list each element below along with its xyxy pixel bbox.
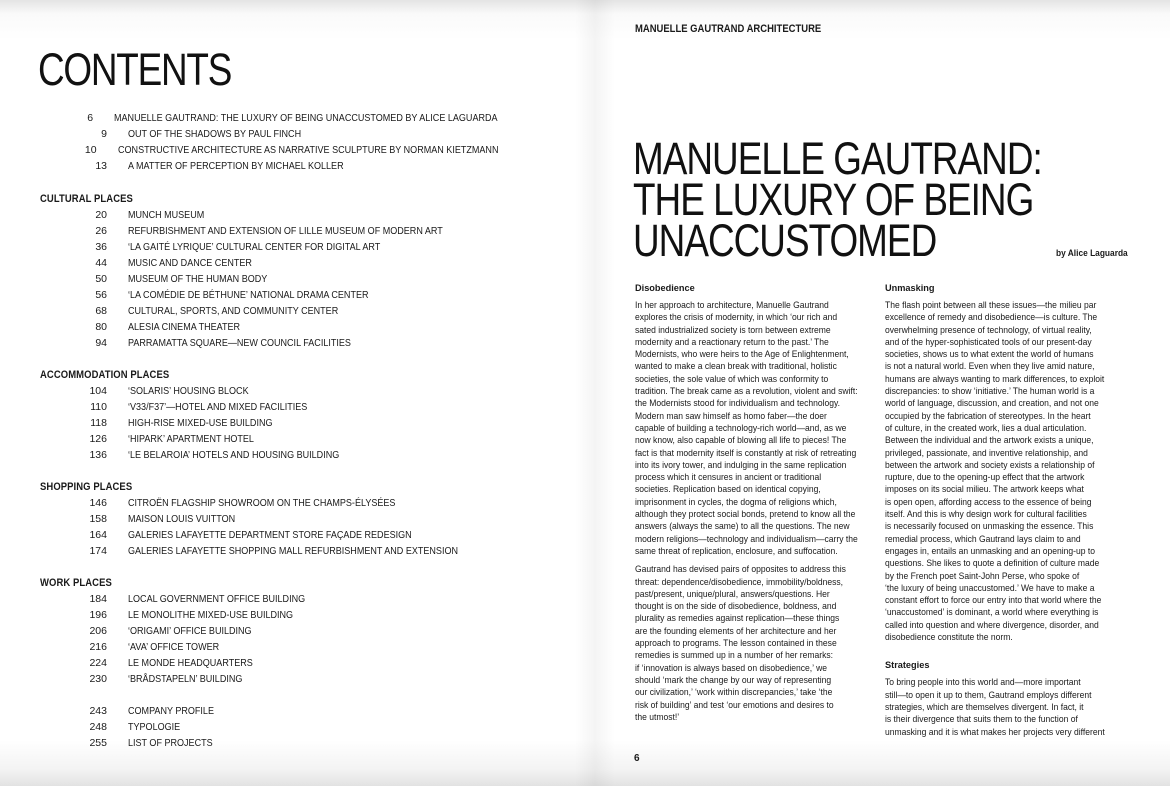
toc-entry-title [107,447,374,463]
body-text-line: remedies is summed up in a number of her remarks: [635,650,834,661]
toc-entry[interactable] [40,319,560,335]
body-text-line: Modern man saw himself as homo faber—the doer [635,410,827,421]
toc-entry-title [107,511,253,527]
toc-entry-title [107,399,337,415]
toc-section [40,479,560,559]
toc-entry-title [107,207,217,223]
toc-entry-title [107,415,296,431]
toc-page-number-text: 56 [95,289,107,301]
toc-back-matter-group [40,703,560,751]
toc-entry-title [107,527,458,543]
toc-entry[interactable] [40,511,560,527]
body-text-line: strategies, which are themselves divergent. In fact, it [885,701,1084,712]
text-column-right [885,282,1115,744]
toc-page-number-text: 36 [95,241,107,253]
toc-entry-title-text: TYPOLOGIE [128,721,181,733]
body-text-line: In her approach to architecture, Manuelle Gautrand [635,300,829,310]
toc-page-number-text: 184 [89,593,107,605]
toc-page-number-text: 9 [101,128,107,140]
body-text-line: explores the crisis of modernity, in which ‘our rich and [635,312,838,323]
toc-page-number [40,655,107,671]
running-head: MANUELLE GAUTRAND ARCHITECTURE [635,23,822,35]
body-text-line: questions. She likes to quote a definition of culture made [885,558,1100,569]
body-text-line: process which it censures in ancient or traditional [635,472,822,483]
body-text-line: thought is on the side of disobedience, boldness, and [635,601,837,612]
toc-page-number [40,415,107,431]
toc-entry-title [107,735,226,751]
toc-entry-title [107,335,387,351]
toc-page-number [40,639,107,655]
toc-entry[interactable] [40,110,560,126]
toc-page-number [40,719,107,735]
body-text-line: constant effort to force our entry into that world where the [885,595,1102,606]
toc-entry-title-text: COMPANY PROFILE [128,705,214,717]
toc-page-number-text: 146 [89,497,107,509]
body-text-line: of culture, in the created work, lies a dual articulation. [885,422,1087,433]
toc-entry[interactable] [40,399,560,415]
toc-entry-title [107,591,334,607]
body-text-line: same threat of replication, enclosure, and suffocation. [635,545,838,556]
toc-page-number-text: 206 [89,625,107,637]
section-heading: Disobedience [635,283,695,293]
toc-entry-title-text: LE MONDE HEADQUARTERS [128,657,253,669]
toc-entry[interactable] [40,543,560,559]
toc-page-number-text: 26 [95,225,107,237]
body-text-line: world of language, discussion, and creation, and not one [885,398,1099,409]
toc-entry-title [107,158,379,174]
toc-page-number-text: 13 [95,160,107,172]
body-text-line: into its ivory tower, and indulging in the same replication [635,459,847,470]
toc-page-number [40,239,107,255]
toc-entry-title [107,383,268,399]
toc-entry[interactable] [40,591,560,607]
toc-entry[interactable] [40,447,560,463]
body-text-line: Modernists, who were heirs to the Age of Enlightenment, [635,349,849,360]
toc-page-number [40,543,107,559]
body-text-line: approach to programs. The lesson contained in these [635,638,837,649]
toc-entry-title [107,671,261,687]
toc-entry-title-text: REFURBISHMENT AND EXTENSION OF LILLE MUSEUM OF MODERN ART [128,225,443,237]
toc-entry-title [107,126,329,142]
toc-page-number [40,158,107,174]
toc-page-number-text: 224 [89,657,107,669]
toc-page-number-text: 248 [89,721,107,733]
toc-page-number-text: 158 [89,513,107,525]
toc-page-number-text: 6 [87,112,94,124]
toc-section-heading: ACCOMMODATION PLACES [40,369,170,381]
toc-entry[interactable] [40,287,560,303]
body-text-line: sated industrialized society is torn between extreme [635,324,831,335]
body-text-line: Between the individual and the artwork exists a unique, [885,435,1094,446]
article-title-line: THE LUXURY OF BEING [633,174,1034,225]
toc-page-number [40,735,107,751]
body-text-line: tradition. The break came as a revolution, violent and swift: [635,386,858,397]
body-text-line: is not a natural world. Even when they live amid nature, [885,361,1095,372]
toc-page-number-text: 80 [95,321,107,333]
body-text-line: imposes on its social milieu. The artwork keeps what [885,484,1084,495]
article-title-line: UNACCUSTOMED [633,215,937,266]
body-text-line: is necessarily focused on unmasking the essence. This [885,521,1094,532]
body-text-line: disobedience constitute the norm. [885,632,1013,643]
toc-entry-title-text: ‘BRÅDSTAPELN’ BUILDING [128,673,243,685]
toc-section [40,575,560,687]
toc-entry-title [107,223,494,239]
body-text-line: are the founding elements of her architecture and her [635,625,837,636]
toc-page-number-text: 126 [89,433,107,445]
toc-page-number [40,527,107,543]
body-paragraph [635,563,865,723]
body-text-line: wanted to make a clean break with traditional, holistic [635,361,837,372]
toc-page-number [40,383,107,399]
body-text-line: fact is that modernity itself is constantly at risk of retreating [635,447,857,458]
toc-page-number [40,623,107,639]
body-text-line: occupied by the fabrication of stereotypes. In the heart [885,410,1091,421]
toc-page-number [40,207,107,223]
body-text-line: now know, also capable of blowing all life to pieces! The [635,435,847,446]
toc-page-number [40,255,107,271]
toc-entry-title-text: OUT OF THE SHADOWS BY PAUL FINCH [128,128,302,140]
body-text-line: capable of building a technology-rich world—and, as we [635,422,847,433]
toc-page-number-text: 110 [90,401,107,413]
toc-entry-title-text: ‘AVA’ OFFICE TOWER [128,641,220,653]
body-text-line: humans are always wanting to mark differences, to exploit [885,373,1105,384]
body-text-line: threat: dependence/disobedience, immobility/boldness, [635,576,844,587]
toc-entry[interactable] [40,383,560,399]
body-text-line: imprisonment in cycles, the dogma of religions which, [635,496,837,507]
body-paragraph [885,676,1115,737]
table-of-contents [40,110,560,767]
body-text-line: answers (always the same) to all the questions. The new [635,521,850,532]
toc-entry-title-text: A MATTER OF PERCEPTION BY MICHAEL KOLLER [128,160,344,172]
toc-entry[interactable] [40,255,560,271]
toc-entry-title-text: MUSEUM OF THE HUMAN BODY [128,273,268,285]
body-text-line: societies. Replication based on identical copying, [635,484,821,495]
toc-page-number [40,287,107,303]
body-text-line: is their divergence that suits them to the function of [885,714,1078,725]
body-text-line: discrepancies: to show ‘initiative.’ The human world is a [885,386,1095,397]
body-paragraph [885,299,1115,643]
toc-entry-title-text: ‘LA COMÉDIE DE BÉTHUNE’ NATIONAL DRAMA CENTER [128,289,369,301]
toc-intro-group [40,110,560,174]
toc-page-number-text: 94 [95,337,107,349]
body-text-line: is open open, affording access to the essence of being [885,496,1092,507]
body-text-line: plurality as remedies against replication—these things [635,613,840,624]
toc-page-number [40,703,107,719]
body-text-line: engages in, entails an unmasking and an opening-up to [885,545,1095,556]
body-text-line: unmasking and it is what makes her projects very different [885,726,1105,737]
toc-entry-title [107,703,228,719]
toc-section-heading: SHOPPING PLACES [40,481,133,493]
toc-entry[interactable] [40,607,560,623]
body-text-line: the utmost!’ [635,711,680,722]
toc-entry[interactable] [40,271,560,287]
toc-page-number-text: 164 [89,529,107,541]
toc-entry-title-text: GALERIES LAFAYETTE DEPARTMENT STORE FAÇADE REDESIGN [128,529,412,541]
toc-entry[interactable] [40,639,560,655]
toc-page-number-text: 44 [95,257,107,269]
toc-entry-title [107,319,258,335]
toc-entry-title-text: LOCAL GOVERNMENT OFFICE BUILDING [128,593,306,605]
body-text-line: if ‘innovation is always based on disobedience,’ we [635,662,828,673]
toc-page-number-text: 174 [89,545,107,557]
toc-entry-title [107,639,234,655]
toc-page-number-text: 68 [95,305,107,317]
body-text-line: and of the hyper-sophisticated tools of our present-day [885,336,1092,347]
body-text-line: the Modernists stood for individualism and technology. [635,398,841,409]
toc-entry[interactable] [40,126,560,142]
toc-entry-title [107,623,272,639]
toc-page-number-text: 118 [90,417,107,429]
toc-page-number [40,607,107,623]
section-heading: Strategies [885,660,930,671]
toc-entry[interactable] [40,415,560,431]
toc-page-number [40,126,107,142]
toc-page-number-text: 50 [95,273,107,285]
toc-entry-title [107,495,439,511]
toc-entry-title [93,110,560,126]
toc-page-number-text: 104 [89,385,107,397]
toc-entry[interactable] [40,719,560,735]
toc-entry-title-text: CITROËN FLAGSHIP SHOWROOM ON THE CHAMPS-ÉLYSÉES [128,497,396,509]
toc-page-number [40,591,107,607]
toc-entry-title [107,303,372,319]
body-text-line: called into question and where divergence, disorder, and [885,619,1099,630]
body-text-line: by the French poet Saint-John Perse, who spoke of [885,570,1080,581]
body-text-line: ‘unaccustomed’ is dominant, a world where everything is [885,607,1099,618]
toc-entry-title-text: LIST OF PROJECTS [128,737,213,749]
toc-entry-title-text: ‘LA GAITÉ LYRIQUE’ CULTURAL CENTER FOR DIGITAL ART [128,241,381,253]
body-text-line: rupture, due to the opening-up effect that the artwork [885,472,1085,483]
toc-page-number [40,223,107,239]
toc-section [40,367,560,463]
toc-page-number-text: 216 [89,641,107,653]
toc-page-number [40,399,107,415]
toc-entry[interactable] [40,655,560,671]
toc-entry-title [107,287,408,303]
toc-entry-title [107,607,320,623]
toc-entry[interactable] [40,158,560,174]
toc-entry[interactable] [40,207,560,223]
body-text-line: itself. And this is why design work for cultural facilities [885,509,1087,520]
toc-section-heading: WORK PLACES [40,577,112,589]
body-text-line: risk of building’ and test ‘our emotions and desires to [635,699,834,710]
toc-entry-title [107,255,272,271]
toc-entry-title-text: CONSTRUCTIVE ARCHITECTURE AS NARRATIVE SCULPTURE BY NORMAN KIETZMANN [117,144,499,156]
toc-page-number [40,495,107,511]
body-text-line: should ‘mark the change by our way of representing [635,674,832,685]
toc-section-heading: CULTURAL PLACES [40,193,133,205]
toc-page-number-text: 230 [89,673,107,685]
body-text-line: privileged, passionate, and inventive relationship, and [885,447,1088,458]
toc-entry[interactable] [40,623,560,639]
toc-entry-title-text: HIGH-RISE MIXED-USE BUILDING [128,417,273,429]
body-text-line: excellence of remedy and disobedience—is culture. The [885,312,1098,323]
body-paragraph [635,299,865,557]
article-title-line: MANUELLE GAUTRAND: [633,133,1042,184]
toc-entry-title-text: ‘HIPARK’ APARTMENT HOTEL [128,433,254,445]
article-title [633,133,1059,266]
body-text-line: our civilization,’ ‘work within discrepancies,’ take ‘the [635,687,833,698]
toc-page-number [40,271,107,287]
toc-section [40,191,560,351]
toc-page-number [40,319,107,335]
toc-entry-title-text: GALERIES LAFAYETTE SHOPPING MALL REFURBISHMENT AND EXTENSION [128,545,459,557]
toc-entry-title [97,142,560,158]
toc-page-number [40,511,107,527]
contents-title: CONTENTS [38,44,232,95]
toc-entry[interactable] [40,239,560,255]
body-text-line: modern religions—technology and individualism—carry the [635,533,858,544]
body-text-line: although they protect social bonds, pretend to know all the [635,509,856,520]
toc-entry-title-text: PARRAMATTA SQUARE—NEW COUNCIL FACILITIES [128,337,351,349]
toc-page-number-text: 136 [89,449,107,461]
body-text-line: ‘the luxury of being unaccustomed.’ We have to make a [885,582,1095,593]
toc-entry-title [107,271,290,287]
toc-entry[interactable] [40,495,560,511]
toc-page-number [40,431,107,447]
toc-page-number-text: 243 [89,705,107,717]
book-gutter [575,0,615,786]
body-text-line: overwhelming presence of technology, of virtual reality, [885,324,1092,335]
toc-page-number-text: 10 [84,144,97,156]
toc-entry[interactable] [40,335,560,351]
body-text-line: between the artwork and society exists a relationship of [885,459,1095,470]
toc-entry-title [107,719,189,735]
toc-entry[interactable] [40,527,560,543]
body-text-line: The flash point between all these issues—the milieu par [885,300,1097,310]
toc-entry[interactable] [40,223,560,239]
toc-page-number-text: 196 [89,609,107,621]
page-number: 6 [634,753,640,764]
toc-entry[interactable] [40,703,560,719]
toc-entry[interactable] [40,671,560,687]
toc-entry-title [107,655,273,671]
body-text-line: still—to open it up to them, Gautrand employs different [885,689,1092,700]
toc-entry-title [107,431,274,447]
toc-entry-title-text: MAISON LOUIS VUITTON [128,513,236,525]
toc-entry-title-text: ALESIA CINEMA THEATER [128,321,241,333]
toc-page-number [40,447,107,463]
toc-entry[interactable] [40,142,560,158]
toc-page-number [40,142,97,158]
toc-entry-title-text: MANUELLE GAUTRAND: THE LUXURY OF BEING UNACCUSTOMED BY ALICE LAGUARDA [114,112,498,124]
body-text-line: Gautrand has devised pairs of opposites to address this [635,564,846,575]
body-text-line: societies, the sole value of which was conformity to [635,373,829,384]
toc-entry-title-text: MUNCH MUSEUM [128,209,205,221]
byline: by Alice Laguarda [1056,248,1128,259]
toc-entry-title [107,543,512,559]
toc-entry[interactable] [40,431,560,447]
toc-page-number [40,110,93,126]
toc-entry-title-text: MUSIC AND DANCE CENTER [128,257,252,269]
toc-entry-title-text: ‘ORIGAMI’ OFFICE BUILDING [128,625,252,637]
toc-entry-title-text: ‘LE BELAROIA’ HOTELS AND HOUSING BUILDING [128,449,340,461]
toc-page-number-text: 20 [95,209,107,221]
body-text-line: modernity and a reactionary return to the past.’ The [635,336,829,347]
body-text-line: societies, shows us to what extent the world of humans [885,349,1094,360]
toc-entry-title-text: LE MONOLITHE MIXED-USE BUILDING [128,609,294,621]
toc-page-number [40,671,107,687]
toc-entry[interactable] [40,735,560,751]
text-column-left [635,282,865,729]
toc-page-number [40,335,107,351]
body-text-line: To bring people into this world and—more important [885,677,1081,688]
toc-page-number-text: 255 [89,737,107,749]
toc-entry[interactable] [40,303,560,319]
body-text-line: remedial process, which Gautrand lays claim to and [885,533,1081,544]
toc-entry-title-text: ‘V33/F37’—HOTEL AND MIXED FACILITIES [128,401,308,413]
toc-entry-title-text: ‘SOLARIS’ HOUSING BLOCK [128,385,249,397]
toc-page-number [40,303,107,319]
body-text-line: past/present, unique/plural, answers/questions. Her [635,588,830,599]
toc-entry-title-text: CULTURAL, SPORTS, AND COMMUNITY CENTER [128,305,339,317]
section-heading: Unmasking [885,283,935,293]
toc-entry-title [107,239,421,255]
